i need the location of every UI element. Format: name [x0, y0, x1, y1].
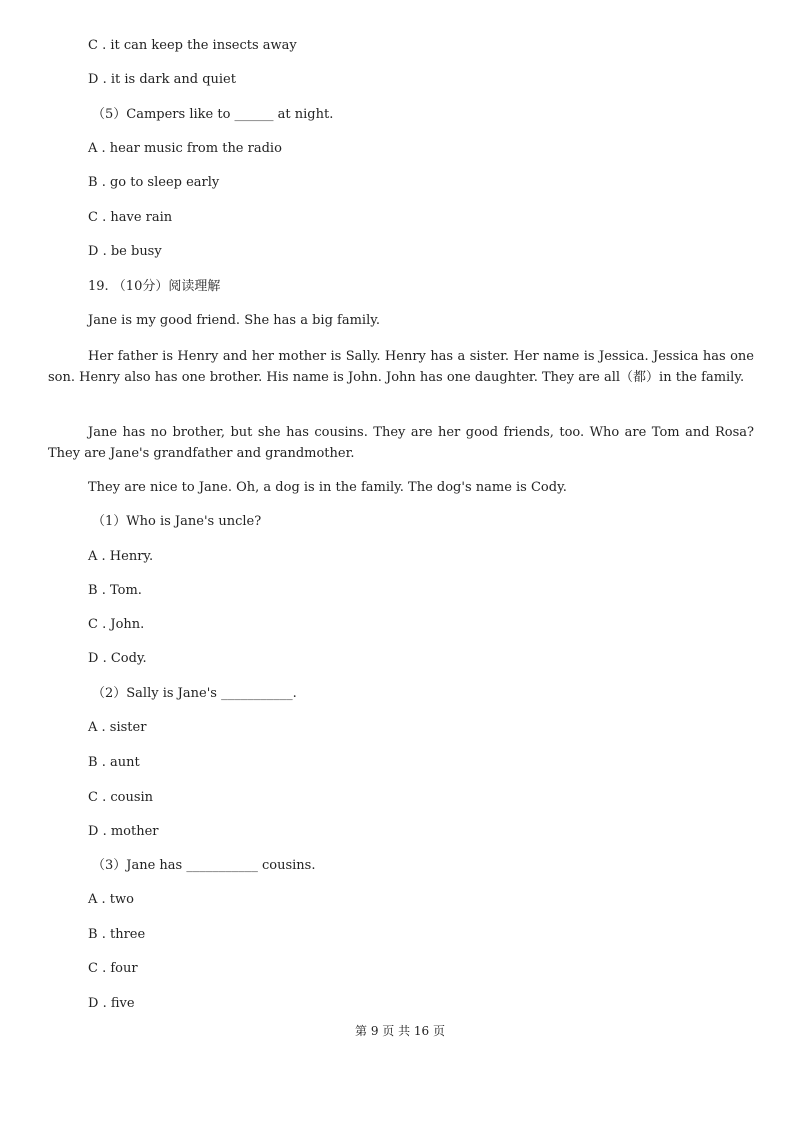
option-line: A . two [88, 892, 134, 907]
option-letter: B [88, 175, 98, 190]
option-text: Henry. [109, 549, 154, 564]
option-line: C . John. [88, 617, 145, 632]
option-text: aunt [109, 755, 140, 770]
question-stem: （1）Who is Jane's uncle? [92, 514, 262, 529]
option-text: sister [109, 720, 147, 735]
option-text: it is dark and quiet [110, 72, 236, 87]
option-line: B . go to sleep early [88, 175, 220, 190]
option-letter: D [88, 72, 99, 87]
page-number-footer: 第 9 页 共 16 页 [355, 1024, 445, 1038]
option-letter: A [88, 549, 98, 564]
option-line: C . four [88, 961, 138, 976]
option-letter: D [88, 244, 99, 259]
option-line: D . be busy [88, 244, 162, 259]
option-letter: A [88, 892, 98, 907]
option-line: D . Cody. [88, 651, 147, 666]
option-text: Cody. [110, 651, 147, 666]
option-text: have rain [110, 210, 173, 225]
option-line: A . hear music from the radio [88, 141, 282, 156]
option-line: C . it can keep the insects away [88, 38, 297, 53]
option-line: C . have rain [88, 210, 173, 225]
option-text: John. [110, 617, 145, 632]
option-line: C . cousin [88, 790, 154, 805]
question-stem: （3）Jane has ___________ cousins. [92, 858, 316, 873]
passage-paragraph: Jane is my good friend. She has a big family. [88, 313, 380, 328]
option-letter: C [88, 210, 98, 225]
option-text: cousin [110, 790, 154, 805]
option-line: B . aunt [88, 755, 140, 770]
option-text: Tom. [109, 583, 142, 598]
option-text: two [109, 892, 134, 907]
option-line: A . Henry. [88, 549, 154, 564]
option-letter: A [88, 141, 98, 156]
option-text: it can keep the insects away [110, 38, 297, 53]
option-letter: D [88, 824, 99, 839]
option-text: go to sleep early [109, 175, 220, 190]
passage-paragraph: Her father is Henry and her mother is Sally. Henry has a sister. Her name is Jessica. Jessica has one son. Henry also has one brother. His name is John. John has one daughter. They are all（都）in the family. [48, 349, 754, 385]
option-text: mother [110, 824, 159, 839]
option-letter: C [88, 790, 98, 805]
option-letter: D [88, 996, 99, 1011]
option-letter: B [88, 755, 98, 770]
option-letter: C [88, 38, 98, 53]
passage-paragraph: They are nice to Jane. Oh, a dog is in the family. The dog's name is Cody. [88, 480, 567, 495]
option-text: five [110, 996, 135, 1011]
option-text: three [109, 927, 146, 942]
option-text: be busy [110, 244, 162, 259]
option-letter: B [88, 927, 98, 942]
option-letter: C [88, 617, 98, 632]
option-line: D . five [88, 996, 135, 1011]
option-line: B . Tom. [88, 583, 142, 598]
option-letter: B [88, 583, 98, 598]
question-stem: （5）Campers like to ______ at night. [92, 107, 334, 122]
passage-paragraph: Jane has no brother, but she has cousins. They are her good friends, too. Who are Tom and Rosa? They are Jane's grandfather and grandmother. [48, 425, 754, 461]
question-stem: （2）Sally is Jane's ___________. [92, 686, 297, 701]
option-text: four [110, 961, 138, 976]
option-letter: D [88, 651, 99, 666]
option-line: B . three [88, 927, 146, 942]
option-line: D . mother [88, 824, 159, 839]
option-text: hear music from the radio [109, 141, 282, 156]
option-line: D . it is dark and quiet [88, 72, 236, 87]
section-header: 19. （10分）阅读理解 [88, 279, 221, 294]
option-letter: A [88, 720, 98, 735]
option-letter: C [88, 961, 98, 976]
option-line: A . sister [88, 720, 147, 735]
